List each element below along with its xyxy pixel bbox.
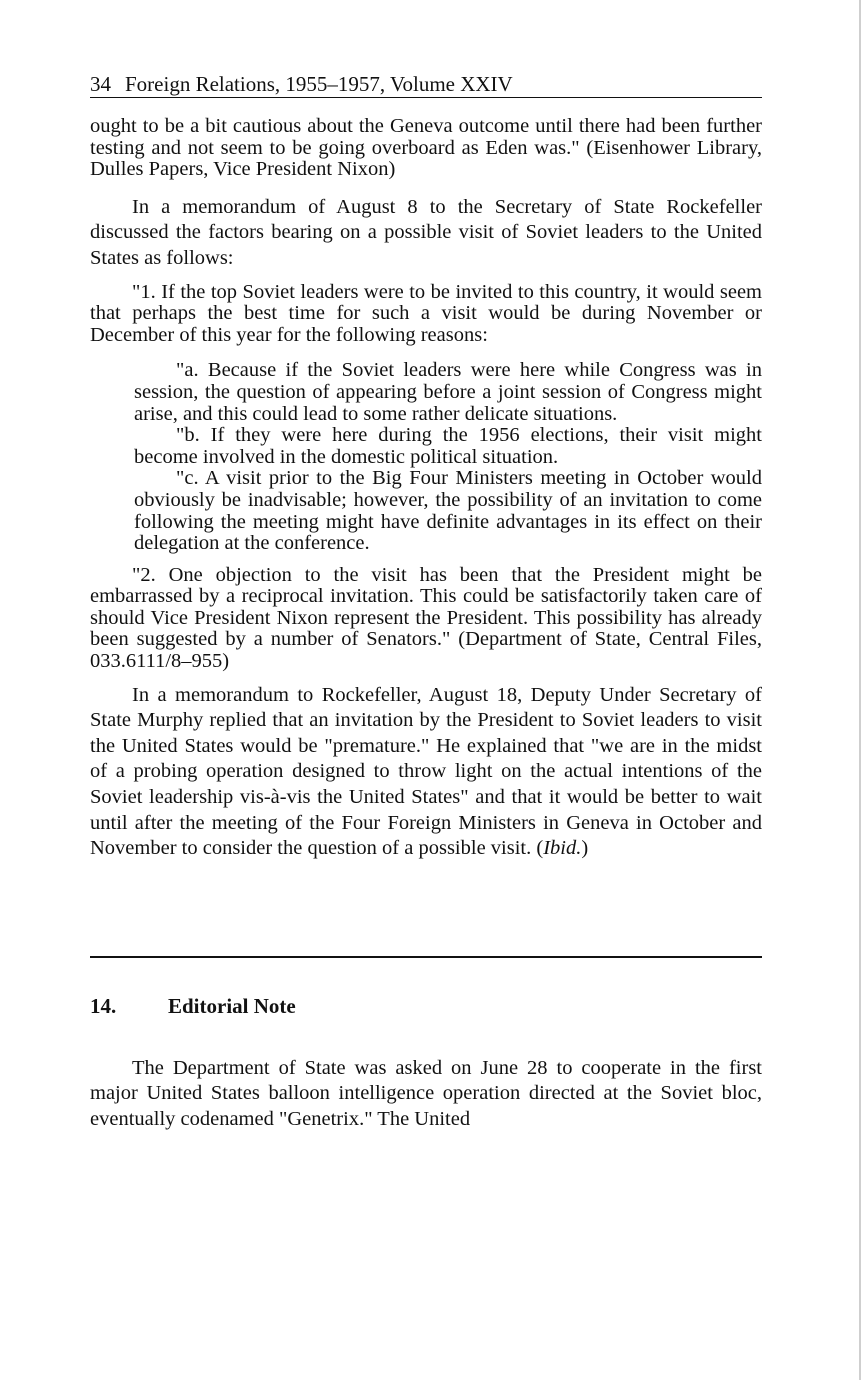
paragraph-continuation: ought to be a bit cautious about the Geneva outcome until there had been further testing and not seem to be going overboard as Eden was." (Eisenhower Library, Dulles Papers, Vice President Nixon) <box>90 115 762 181</box>
quote-subpoint-a: "a. Because if the Soviet leaders were here while Congress was in session, the question of appearing before a joint session of Congress might arise, and this could lead to some rather delicate situations. <box>134 359 762 425</box>
ibid-reference: Ibid. <box>543 837 582 860</box>
quote-subpoints <box>134 360 762 554</box>
quote-point-1: "1. If the top Soviet leaders were to be invited to this country, it would seem that perhaps the best time for such a visit would be during November or December of this year for the following reasons: <box>90 280 762 346</box>
running-head-title: Foreign Relations, 1955–1957, Volume XXIV <box>125 72 513 96</box>
paragraph-memorandum-august-18 <box>90 683 762 862</box>
section-heading <box>90 994 762 1018</box>
page-number: 34 <box>90 72 111 96</box>
quote-point-2: "2. One objection to the visit has been that the President might be embarrassed by a reciprocal invitation. This could be satisfactorily taken care of should Vice President Nixon represent the President. This possibility has already been suggested by a number of Senators." (Department of State, Central Files, 033.6111/8–955) <box>90 563 762 673</box>
section-title: Editorial Note <box>168 993 296 1018</box>
quote-subpoint-b: "b. If they were here during the 1956 elections, their visit might become involved in the domestic political situation. <box>134 424 762 468</box>
quote-subpoint-c: "c. A visit prior to the Big Four Ministers meeting in October would obviously be inadvisable; however, the possibility of an invitation to come following the meeting might have definite advantages in its effect on their delegation at the conference. <box>134 467 762 555</box>
paragraph-memorandum-august-8: In a memorandum of August 8 to the Secretary of State Rockefeller discussed the factors bearing on a possible visit of Soviet leaders to the United States as follows: <box>90 195 762 269</box>
paragraph-close-paren: ) <box>581 837 589 860</box>
running-head <box>90 72 762 98</box>
editorial-note-body: The Department of State was asked on June 28 to cooperate in the first major United States balloon intelligence operation directed at the Soviet bloc, eventually codenamed "Genetrix." The United <box>90 1056 762 1130</box>
paragraph-memorandum-august-18-text: In a memorandum to Rockefeller, August 18, Deputy Under Secretary of State Murphy replied that an invitation by the President to Soviet leaders to visit the United States would be "premature." He explained that "we are in the midst of a probing operation designed to throw light on the actual intentions of the Soviet leadership vis-à-vis the United States" and that it would be better to wait until after the meeting of the Four Foreign Ministers in Geneva in October and November to consider the question of a possible visit. ( <box>90 683 762 860</box>
section-number: 14. <box>90 993 117 1018</box>
document-page <box>90 60 762 1133</box>
